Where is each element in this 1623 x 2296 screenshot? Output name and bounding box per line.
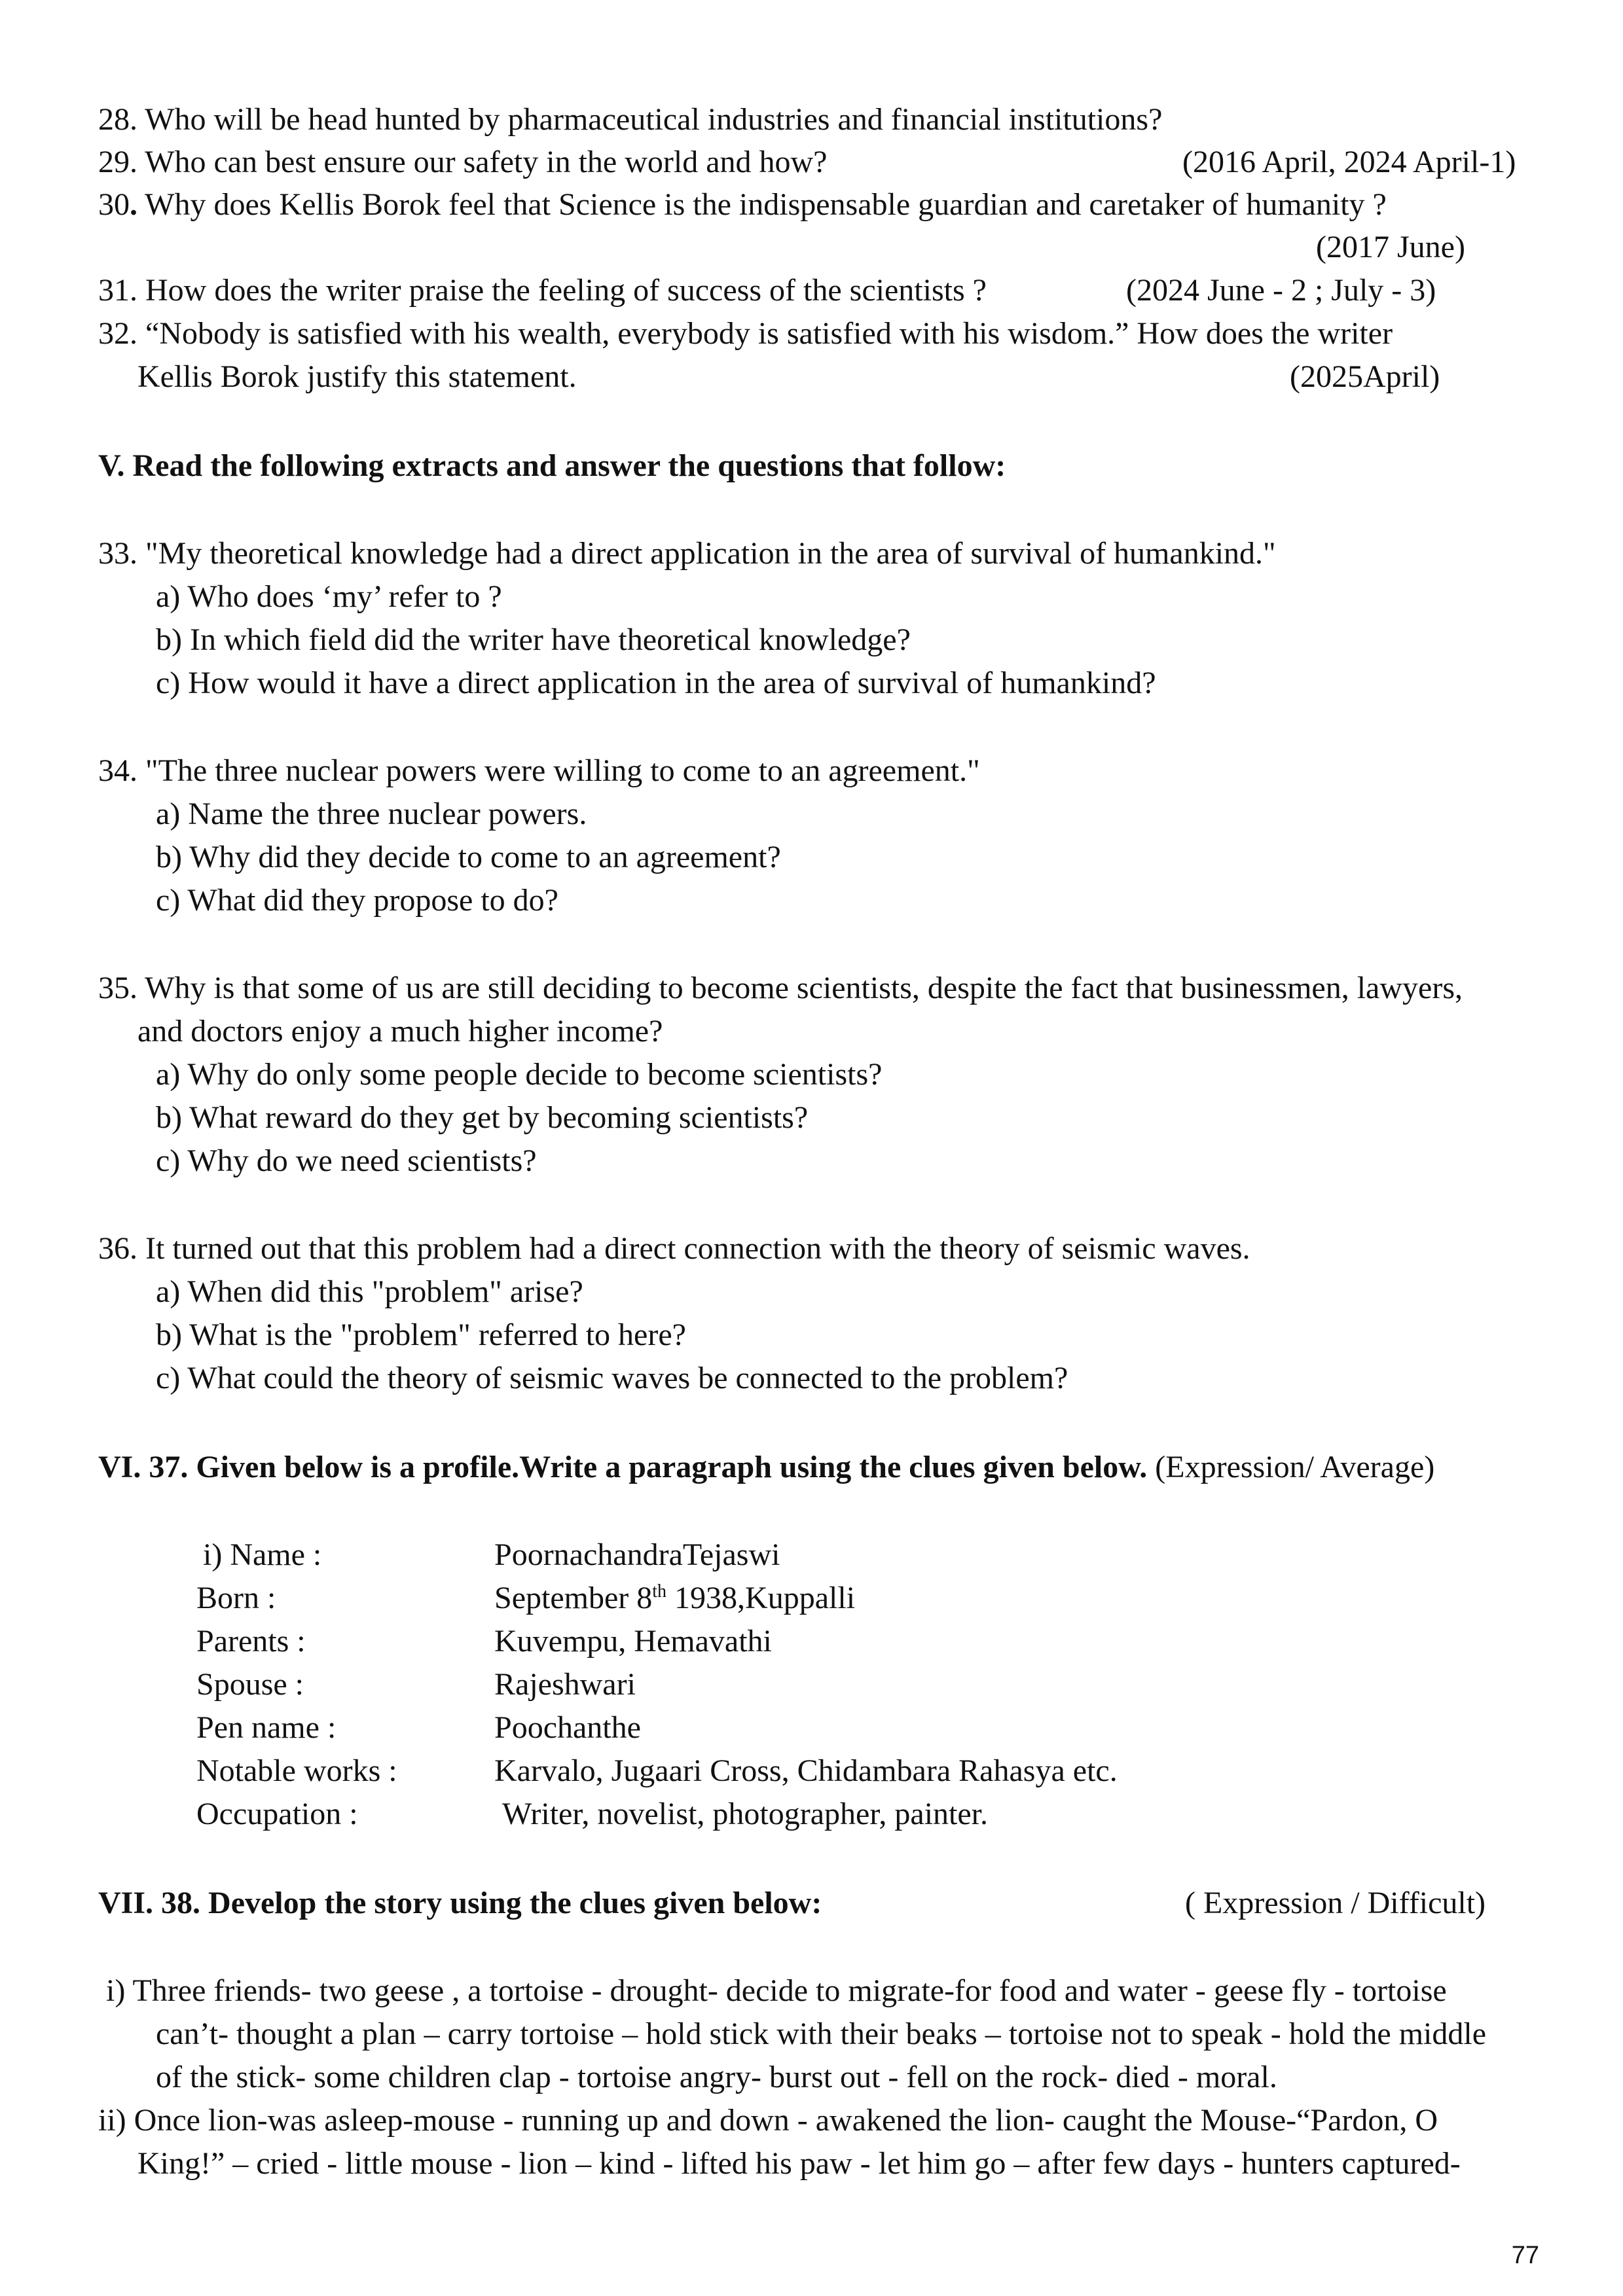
question-35-part-a: a) Why do only some people decide to become scientists? <box>156 1057 883 1092</box>
question-32-line-1: 32. “Nobody is satisfied with his wealth, everybody is satisfied with his wisdom.” How does the writer <box>98 316 1393 351</box>
profile-pen-label: Pen name : <box>196 1710 337 1745</box>
profile-works-value: Karvalo, Jugaari Cross, Chidambara Rahasya etc. <box>494 1753 1118 1788</box>
question-36-part-a: a) When did this "problem" arise? <box>156 1274 583 1309</box>
question-28: 28. Who will be head hunted by pharmaceutical industries and financial institutions? <box>98 102 1163 137</box>
profile-occupation-label: Occupation : <box>196 1797 358 1831</box>
section-7-level-tag: ( Expression / Difficult) <box>1185 1886 1486 1920</box>
question-32-line-2 <box>137 357 1578 397</box>
question-36: 36. It turned out that this problem had a direct connection with the theory of seismic waves. <box>98 1231 1250 1266</box>
story-1-line-3: of the stick- some children clap - tortoise angry- burst out - fell on the rock- died - moral. <box>156 2060 1277 2094</box>
story-1-line-1: i) Three friends- two geese , a tortoise - drought- decide to migrate-for food and water - geese fly - tortoise <box>106 1973 1447 2008</box>
profile-name-value: PoornachandraTejaswi <box>494 1537 780 1572</box>
question-33-part-a: a) Who does ‘my’ refer to ? <box>156 579 502 614</box>
profile-born-label: Born : <box>196 1581 276 1615</box>
question-35-line-1: 35. Why is that some of us are still deciding to become scientists, despite the fact that businessmen, lawyers, <box>98 971 1463 1005</box>
question-30-number: 30 <box>98 187 130 222</box>
question-32-exam-tag: (2025April) <box>1290 359 1440 394</box>
profile-name-label: i) Name : <box>203 1537 322 1572</box>
question-33-part-c: c) How would it have a direct application in the area of survival of humankind? <box>156 666 1156 700</box>
question-31-exam-tag: (2024 June - 2 ; July - 3) <box>1126 273 1436 308</box>
question-36-part-b: b) What is the "problem" referred to here? <box>156 1318 686 1352</box>
question-33-part-b: b) In which field did the writer have theoretical knowledge? <box>156 622 911 657</box>
question-35-part-c: c) Why do we need scientists? <box>156 1143 537 1178</box>
question-33: 33. "My theoretical knowledge had a direct application in the area of survival of humankind." <box>98 536 1276 571</box>
profile-works-label: Notable works : <box>196 1753 397 1788</box>
question-30 <box>98 185 1539 224</box>
question-29-exam-tag: (2016 April, 2024 April-1) <box>1182 145 1516 179</box>
section-7-instruction: VII. 38. Develop the story using the clues given below: <box>98 1886 822 1920</box>
profile-pen-value: Poochanthe <box>494 1710 641 1745</box>
page-number: 77 <box>1511 2242 1539 2269</box>
question-31 <box>98 271 1539 310</box>
profile-spouse-value: Rajeshwari <box>494 1667 636 1702</box>
question-36-part-c: c) What could the theory of seismic waves be connected to the problem? <box>156 1361 1068 1395</box>
question-32-text: Kellis Borok justify this statement. <box>137 359 577 394</box>
question-30-dot: . <box>130 187 137 222</box>
question-30-exam-tag: (2017 June) <box>1316 230 1465 264</box>
profile-born-value <box>494 1579 855 1618</box>
section-6-instruction: VI. 37. Given below is a profile.Write a paragraph using the clues given below. <box>98 1450 1148 1484</box>
question-29 <box>98 143 1539 182</box>
profile-born-ordinal: th <box>652 1581 667 1602</box>
story-1-line-2: can’t- thought a plan – carry tortoise – hold stick with their beaks – tortoise not to speak - hold the middle <box>156 2017 1487 2051</box>
profile-parents-label: Parents : <box>196 1624 306 1659</box>
question-31-text: 31. How does the writer praise the feeling of success of the scientists ? <box>98 273 987 308</box>
profile-occupation-value: Writer, novelist, photographer, painter. <box>502 1797 989 1831</box>
question-35-line-2: and doctors enjoy a much higher income? <box>137 1014 663 1049</box>
question-34-part-b: b) Why did they decide to come to an agreement? <box>156 840 781 874</box>
question-35-part-b: b) What reward do they get by becoming scientists? <box>156 1100 809 1135</box>
question-34-part-a: a) Name the three nuclear powers. <box>156 797 587 831</box>
question-34: 34. "The three nuclear powers were willing to come to an agreement." <box>98 753 980 788</box>
section-5-heading: V. Read the following extracts and answer the questions that follow: <box>98 448 1006 483</box>
story-2-line-2: King!” – cried - little mouse - lion – kind - lifted his paw - let him go – after few days - hunters captured- <box>137 2146 1461 2181</box>
question-34-part-c: c) What did they propose to do? <box>156 883 558 918</box>
section-6-heading <box>98 1448 1539 1487</box>
question-30-text: Why does Kellis Borok feel that Science is the indispensable guardian and caretaker of humanity ? <box>137 187 1387 222</box>
profile-born-date: September 8 <box>494 1581 653 1615</box>
story-2-line-1: ii) Once lion-was asleep-mouse - running up and down - awakened the lion- caught the Mouse-“Pardon, O <box>98 2103 1438 2138</box>
profile-spouse-label: Spouse : <box>196 1667 304 1702</box>
profile-parents-value: Kuvempu, Hemavathi <box>494 1624 772 1659</box>
section-7-heading <box>98 1884 1539 1923</box>
question-29-text: 29. Who can best ensure our safety in the world and how? <box>98 145 828 179</box>
section-6-level-tag: (Expression/ Average) <box>1147 1450 1435 1484</box>
profile-born-place: 1938,Kuppalli <box>666 1581 856 1615</box>
